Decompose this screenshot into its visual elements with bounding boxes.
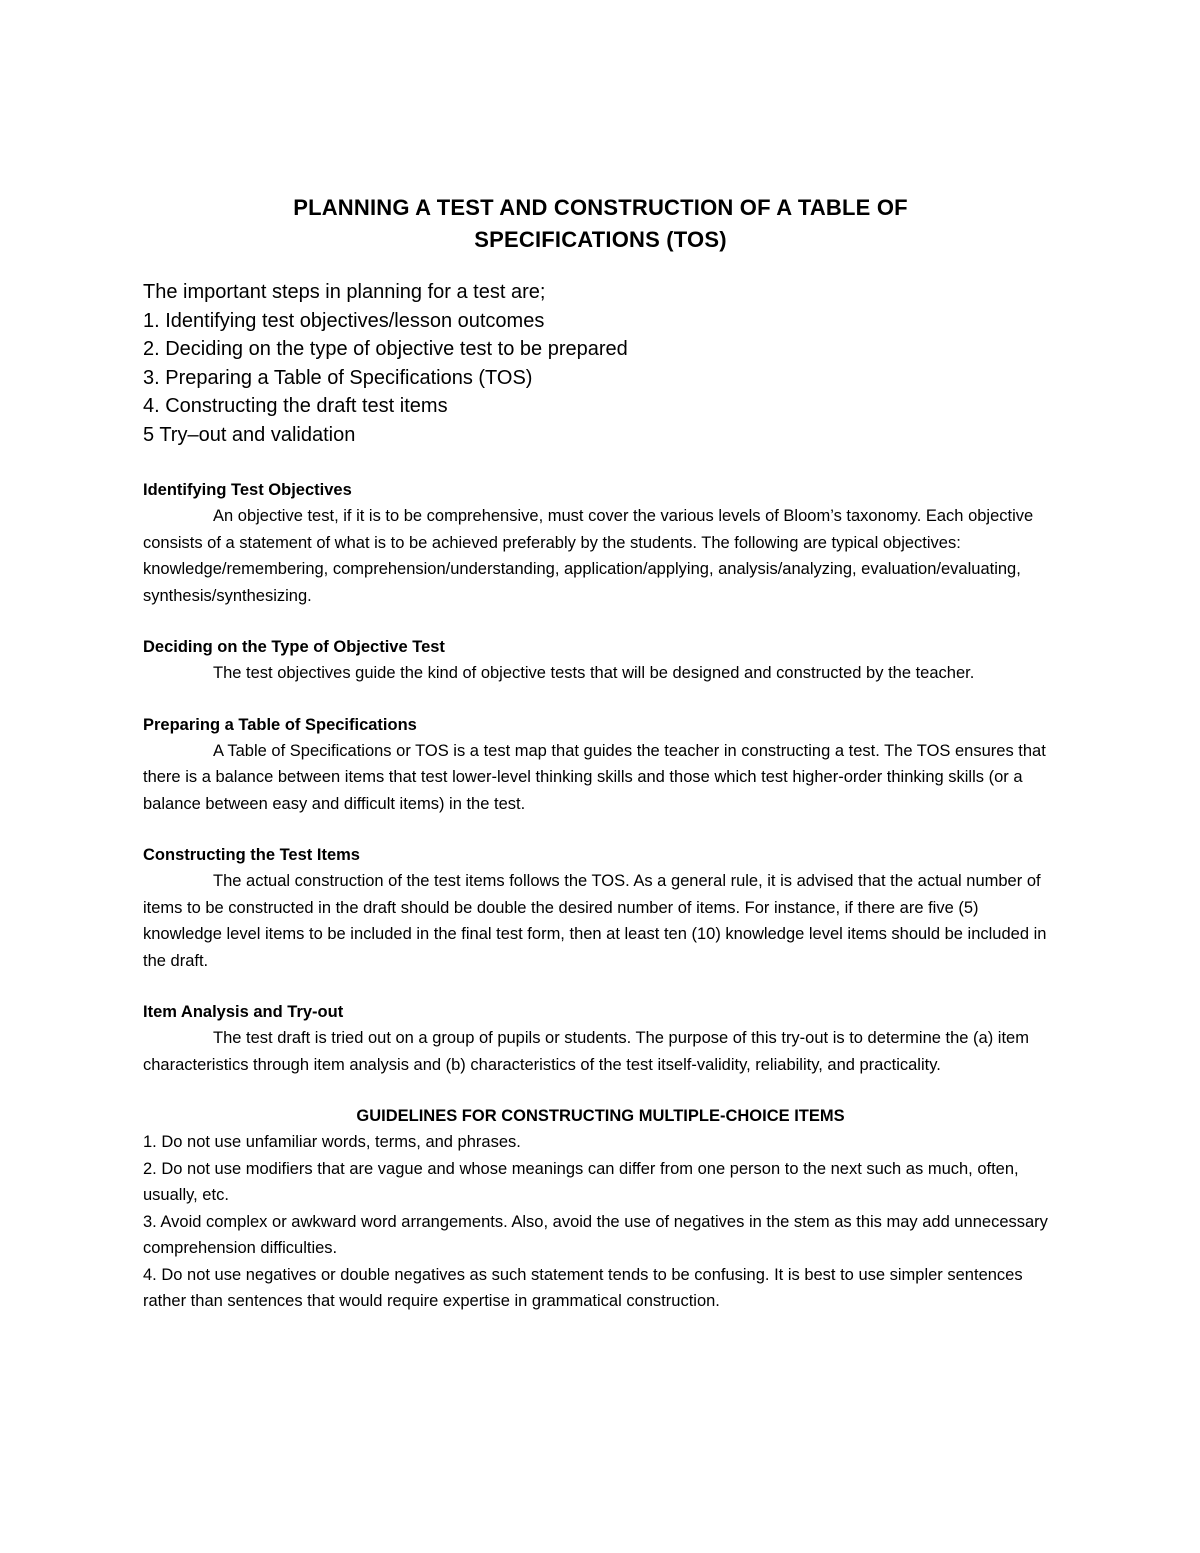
section-deciding-type: [143, 634, 1058, 687]
guideline-item-2: 2. Do not use modifiers that are vague and whose meanings can differ from one person to the next such as much, often, usually, etc.: [143, 1159, 1019, 1204]
intro-step-2: 2. Deciding on the type of objective test to be prepared: [143, 338, 628, 360]
document-title: [143, 192, 1058, 256]
guidelines-list: [143, 1129, 1058, 1315]
intro-step-4: 4. Constructing the draft test items: [143, 395, 448, 417]
section-identifying-objectives: [143, 477, 1058, 609]
intro-lead: The important steps in planning for a test are;: [143, 281, 546, 303]
guideline-item-1: 1. Do not use unfamiliar words, terms, and phrases.: [143, 1133, 521, 1151]
section-heading: Identifying Test Objectives: [143, 481, 352, 499]
section-body: The test objectives guide the kind of objective tests that will be designed and constructed by the teacher.: [213, 664, 975, 682]
section-body: A Table of Specifications or TOS is a test map that guides the teacher in constructing a test. The TOS ensures that there is a balance between items that test lower-level thinking skills and those which test higher-order thinking skills (or a balance between easy and difficult items) in the test.: [143, 741, 1046, 813]
section-heading: Constructing the Test Items: [143, 846, 360, 864]
intro-step-3: 3. Preparing a Table of Specifications (TOS): [143, 366, 533, 389]
section-preparing-tos: [143, 712, 1058, 818]
intro-step-5: 5 Try–out and validation: [143, 423, 356, 446]
title-line-2: SPECIFICATIONS (TOS): [474, 227, 727, 252]
section-body: An objective test, if it is to be comprehensive, must cover the various levels of Bloom’s taxonomy. Each objective consists of a statement of what is to be achieved preferably by the students. The following are typical objectives: knowledge/remembering, comprehension/understanding, application/applying, analysis/analyzing, evaluation/evaluating, synthesis/synthesizing.: [143, 507, 1034, 605]
document-content: [143, 192, 1058, 1315]
section-item-analysis: [143, 999, 1058, 1078]
section-constructing-items: [143, 842, 1058, 974]
title-line-1: PLANNING A TEST AND CONSTRUCTION OF A TABLE OF: [293, 195, 908, 220]
section-body: The actual construction of the test items follows the TOS. As a general rule, it is advised that the actual number of items to be constructed in the draft should be double the desired number of items. For instance, if there are five (5) knowledge level items to be included in the final test form, then at least ten (10) knowledge level items should be included in the draft.: [143, 872, 1047, 970]
guideline-item-4: 4. Do not use negatives or double negatives as such statement tends to be confusing. It is best to use simpler sentences rather than sentences that would require expertise in grammatical construction.: [143, 1265, 1023, 1310]
guideline-item-3: 3. Avoid complex or awkward word arrangements. Also, avoid the use of negatives in the stem as this may add unnecessary comprehension difficulties.: [143, 1212, 1048, 1257]
section-heading: Item Analysis and Try-out: [143, 1003, 344, 1021]
intro-step-1: 1. Identifying test objectives/lesson outcomes: [143, 309, 545, 332]
section-body: The test draft is tried out on a group of pupils or students. The purpose of this try-out is to determine the (a) item characteristics through item analysis and (b) characteristics of the test itself-validity, reliability, and practicality.: [143, 1029, 1029, 1074]
section-heading: Preparing a Table of Specifications: [143, 715, 417, 734]
section-heading: Deciding on the Type of Objective Test: [143, 638, 445, 656]
intro-steps: [143, 278, 1058, 449]
guidelines-title: GUIDELINES FOR CONSTRUCTING MULTIPLE-CHOICE ITEMS: [356, 1107, 845, 1125]
